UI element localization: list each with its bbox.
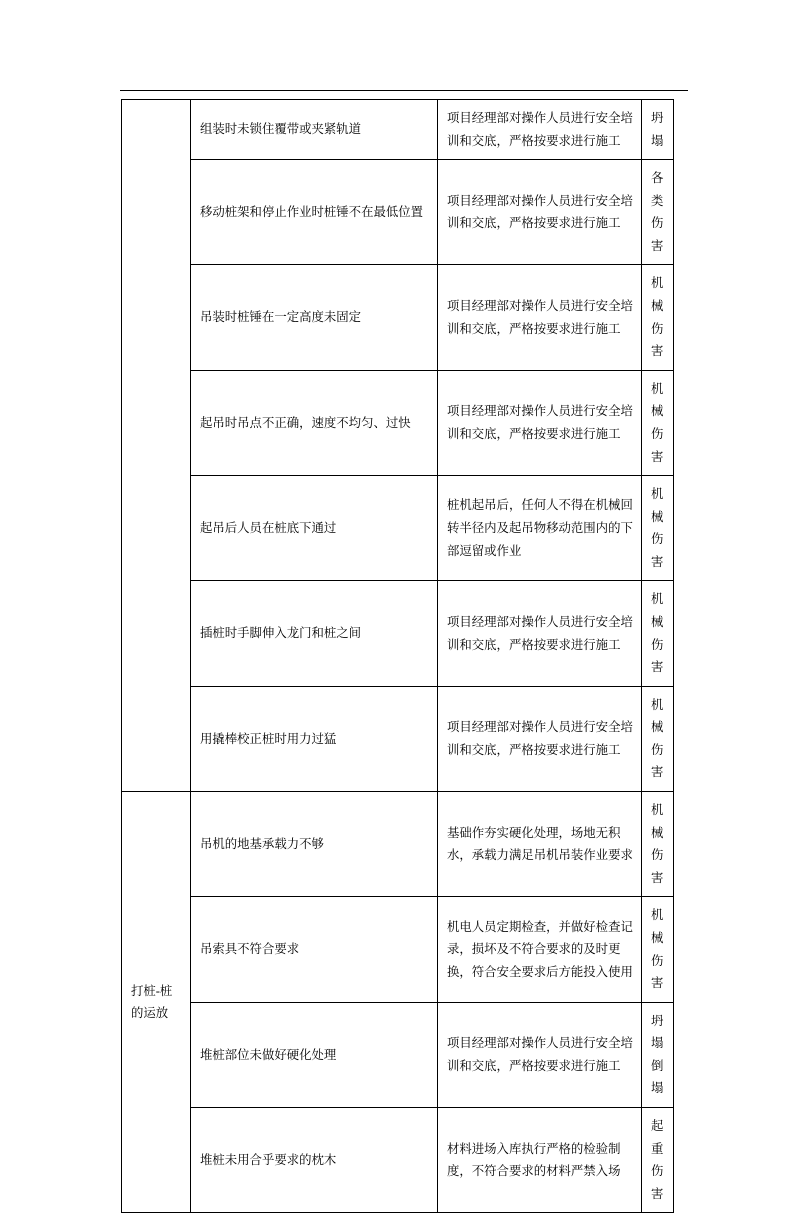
accident-type-cell: 机械伤害 bbox=[642, 897, 674, 1002]
hazard-cell: 堆桩部位未做好硬化处理 bbox=[191, 1002, 438, 1107]
stage-cell-section-1 bbox=[122, 100, 191, 792]
hazard-cell: 吊索具不符合要求 bbox=[191, 897, 438, 1002]
table-row bbox=[122, 100, 674, 160]
accident-type-cell: 机械伤害 bbox=[642, 686, 674, 791]
risk-table-container bbox=[121, 99, 673, 1213]
hazard-cell: 堆桩未用合乎要求的枕木 bbox=[191, 1107, 438, 1212]
table-row bbox=[122, 581, 674, 686]
measure-cell: 项目经理部对操作人员进行安全培训和交底，严格按要求进行施工 bbox=[438, 100, 642, 160]
table-row bbox=[122, 265, 674, 370]
accident-type-cell: 坍塌 bbox=[642, 100, 674, 160]
measure-cell: 项目经理部对操作人员进行安全培训和交底，严格按要求进行施工 bbox=[438, 1002, 642, 1107]
stage-cell-section-2: 打桩-桩的运放 bbox=[122, 792, 191, 1213]
hazard-cell: 用撬棒校正桩时用力过猛 bbox=[191, 686, 438, 791]
measure-cell: 项目经理部对操作人员进行安全培训和交底，严格按要求进行施工 bbox=[438, 686, 642, 791]
accident-type-cell: 机械伤害 bbox=[642, 792, 674, 897]
accident-type-cell: 坍塌倒塌 bbox=[642, 1002, 674, 1107]
hazard-cell: 插桩时手脚伸入龙门和桩之间 bbox=[191, 581, 438, 686]
measure-cell: 材料进场入库执行严格的检验制度，不符合要求的材料严禁入场 bbox=[438, 1107, 642, 1212]
table-row bbox=[122, 1107, 674, 1212]
hazard-cell: 吊装时桩锤在一定高度未固定 bbox=[191, 265, 438, 370]
header-separator-rule bbox=[120, 90, 688, 91]
table-row bbox=[122, 897, 674, 1002]
table-row bbox=[122, 476, 674, 581]
accident-type-cell: 机械伤害 bbox=[642, 476, 674, 581]
hazard-cell: 组装时未锁住覆带或夹紧轨道 bbox=[191, 100, 438, 160]
measure-cell: 基础作夯实硬化处理，场地无积水，承载力满足吊机吊装作业要求 bbox=[438, 792, 642, 897]
measure-cell: 桩机起吊后，任何人不得在机械回转半径内及起吊物移动范围内的下部逗留或作业 bbox=[438, 476, 642, 581]
measure-cell: 机电人员定期检查，并做好检查记录，损坏及不符合要求的及时更换，符合安全要求后方能投入使用 bbox=[438, 897, 642, 1002]
accident-type-cell: 机械伤害 bbox=[642, 581, 674, 686]
risk-table-body bbox=[122, 100, 674, 1213]
table-row bbox=[122, 686, 674, 791]
accident-type-cell: 机械伤害 bbox=[642, 265, 674, 370]
measure-cell: 项目经理部对操作人员进行安全培训和交底，严格按要求进行施工 bbox=[438, 581, 642, 686]
hazard-cell: 吊机的地基承载力不够 bbox=[191, 792, 438, 897]
measure-cell: 项目经理部对操作人员进行安全培训和交底，严格按要求进行施工 bbox=[438, 160, 642, 265]
hazard-cell: 起吊时吊点不正确，速度不均匀、过快 bbox=[191, 370, 438, 475]
table-row bbox=[122, 1002, 674, 1107]
table-row bbox=[122, 370, 674, 475]
table-row bbox=[122, 160, 674, 265]
measure-cell: 项目经理部对操作人员进行安全培训和交底，严格按要求进行施工 bbox=[438, 265, 642, 370]
accident-type-cell: 机械伤害 bbox=[642, 370, 674, 475]
hazard-cell: 起吊后人员在桩底下通过 bbox=[191, 476, 438, 581]
hazard-cell: 移动桩架和停止作业时桩锤不在最低位置 bbox=[191, 160, 438, 265]
risk-control-table bbox=[121, 99, 674, 1213]
measure-cell: 项目经理部对操作人员进行安全培训和交底，严格按要求进行施工 bbox=[438, 370, 642, 475]
accident-type-cell: 各类伤害 bbox=[642, 160, 674, 265]
accident-type-cell: 起重伤害 bbox=[642, 1107, 674, 1212]
table-row bbox=[122, 792, 674, 897]
